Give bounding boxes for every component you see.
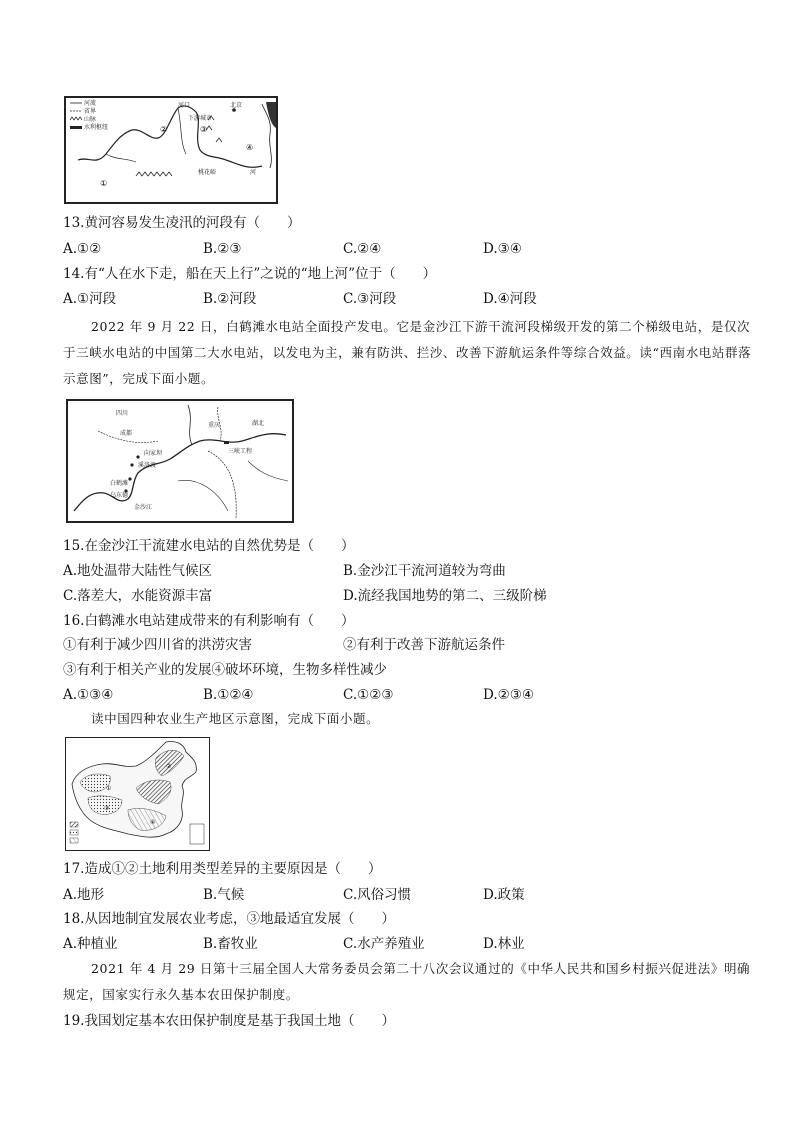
label-hekou: 河口 <box>178 102 191 109</box>
label-chongqing: 重庆 <box>208 422 221 429</box>
q13-option-b[interactable]: B.②③ <box>203 241 242 257</box>
passage-baihetan <box>63 314 753 392</box>
label-xiangjiaba: 向家坝 <box>144 450 163 457</box>
q18-option-a[interactable]: A.种植业 <box>63 936 118 952</box>
label-jinshajiang: 金沙江 <box>134 504 153 511</box>
label-wudongde: 乌东德 <box>110 492 129 499</box>
q16-item-1: ①有利于减少四川省的洪涝灾害 <box>63 637 252 653</box>
q17-option-a[interactable]: A.地形 <box>63 887 105 903</box>
marker-2: ② <box>160 125 168 134</box>
legend-river: 河流 <box>84 100 97 107</box>
label-baihetan: 白鹤滩 <box>110 480 129 487</box>
q15-option-d[interactable]: D.流经我国地势的第二、三级阶梯 <box>343 588 547 604</box>
q16-option-a[interactable]: A.①③④ <box>63 687 114 703</box>
q17-stem: 17.造成①②土地利用类型差异的主要原因是（ ） <box>63 861 382 877</box>
q15-stem: 15.在金沙江干流建水电站的自然优势是（ ） <box>63 538 355 554</box>
label-xiluodu: 溪洛渡 <box>138 462 157 469</box>
passage-agriculture-text: 读中国四种农业生产地区示意图，完成下面小题。 <box>91 711 380 726</box>
label-chengdu: 成都 <box>120 430 133 437</box>
marker-1: ① <box>100 179 108 188</box>
marker-3: ③ <box>200 125 208 134</box>
q14-stem: 14.有“人在水下走，船在天上行”之说的“地上河”位于（ ） <box>63 266 437 282</box>
label-taohuayu: 桃花峪 <box>198 169 217 176</box>
q16-stem: 16.白鹤滩水电站建成带来的有利影响有（ ） <box>63 613 355 629</box>
q17-option-d[interactable]: D.政策 <box>483 887 525 903</box>
legend-mountain: 山脉 <box>84 116 97 123</box>
label-city: 下游城市 <box>188 115 213 122</box>
q16-option-d[interactable]: D.②③④ <box>483 687 534 703</box>
q16-option-c[interactable]: C.①②③ <box>343 687 394 703</box>
q13-option-d[interactable]: D.③④ <box>483 241 522 257</box>
legend-border: 省界 <box>84 108 97 115</box>
marker-4: ④ <box>246 143 254 152</box>
label-hubei: 湖北 <box>252 420 265 427</box>
passage-farmland-law <box>63 956 753 1008</box>
q14-option-a[interactable]: A.①河段 <box>63 291 117 307</box>
label-sichuan: 四川 <box>116 410 129 417</box>
label-he: 河 <box>250 169 257 176</box>
q13-option-a[interactable]: A.①② <box>63 241 102 257</box>
q14-option-b[interactable]: B.②河段 <box>203 291 257 307</box>
southwest-hydropower-map <box>66 399 294 523</box>
q15-option-a[interactable]: A.地处温带大陆性气候区 <box>63 563 213 579</box>
q15-option-b[interactable]: B.金沙江干流河道较为弯曲 <box>343 563 506 579</box>
region-marker-4: ④ <box>150 819 156 826</box>
q17-option-c[interactable]: C.风俗习惯 <box>343 887 412 903</box>
yellow-river-line <box>78 106 262 167</box>
label-beijing: 北京 <box>230 102 243 109</box>
passage-baihetan-text: 2022 年 9 月 22 日，白鹤滩水电站全面投产发电。它是金沙江下游干流河段梯级开发的第二个梯级电站，是仅次于三峡水电站的中国第二大水电站，以发电为主，兼有防洪、拦沙、改善下游航运条件等综合效益。读“西南水电站群落示意图”，完成下面小题。 <box>63 319 752 386</box>
q16-option-b[interactable]: B.①②④ <box>203 687 254 703</box>
q15-option-c[interactable]: C.落差大，水能资源丰富 <box>63 588 213 604</box>
q18-option-c[interactable]: C.水产养殖业 <box>343 936 425 952</box>
region-marker-3: ③ <box>104 805 110 812</box>
map-legend <box>70 99 108 131</box>
passage-farmland-law-text: 2021 年 4 月 29 日第十三届全国人大常务委员会第二十八次会议通过的《中华人民共和国乡村振兴促进法》明确规定，国家实行永久基本农田保护制度。 <box>63 961 751 1002</box>
q14-option-c[interactable]: C.③河段 <box>343 291 397 307</box>
q13-stem: 13.黄河容易发生凌汛的河段有（ ） <box>63 215 301 231</box>
q16-item-2: ②有利于改善下游航运条件 <box>343 637 505 653</box>
passage-agriculture <box>63 706 753 732</box>
q18-option-d[interactable]: D.林业 <box>483 936 525 952</box>
china-agriculture-map <box>65 737 210 851</box>
yellow-river-map <box>64 96 278 204</box>
q18-stem: 18.从因地制宜发展农业考虑，③地最适宜发展（ ） <box>63 911 395 927</box>
legend-dam: 水利枢纽 <box>84 124 109 131</box>
region-marker-2: ② <box>166 763 172 770</box>
label-three-gorges: 三峡工程 <box>228 448 253 455</box>
q17-option-b[interactable]: B.气候 <box>203 887 245 903</box>
q19-stem: 19.我国划定基本农田保护制度是基于我国土地（ ） <box>63 1013 395 1029</box>
q14-option-d[interactable]: D.④河段 <box>483 291 537 307</box>
yangtze-river-line <box>74 434 286 511</box>
q16-item-3-4: ③有利于相关产业的发展④破坏环境，生物多样性减少 <box>63 662 387 678</box>
region-marker-1: ① <box>106 785 112 792</box>
q13-option-c[interactable]: C.②④ <box>343 241 382 257</box>
q18-option-b[interactable]: B.畜牧业 <box>203 936 258 952</box>
